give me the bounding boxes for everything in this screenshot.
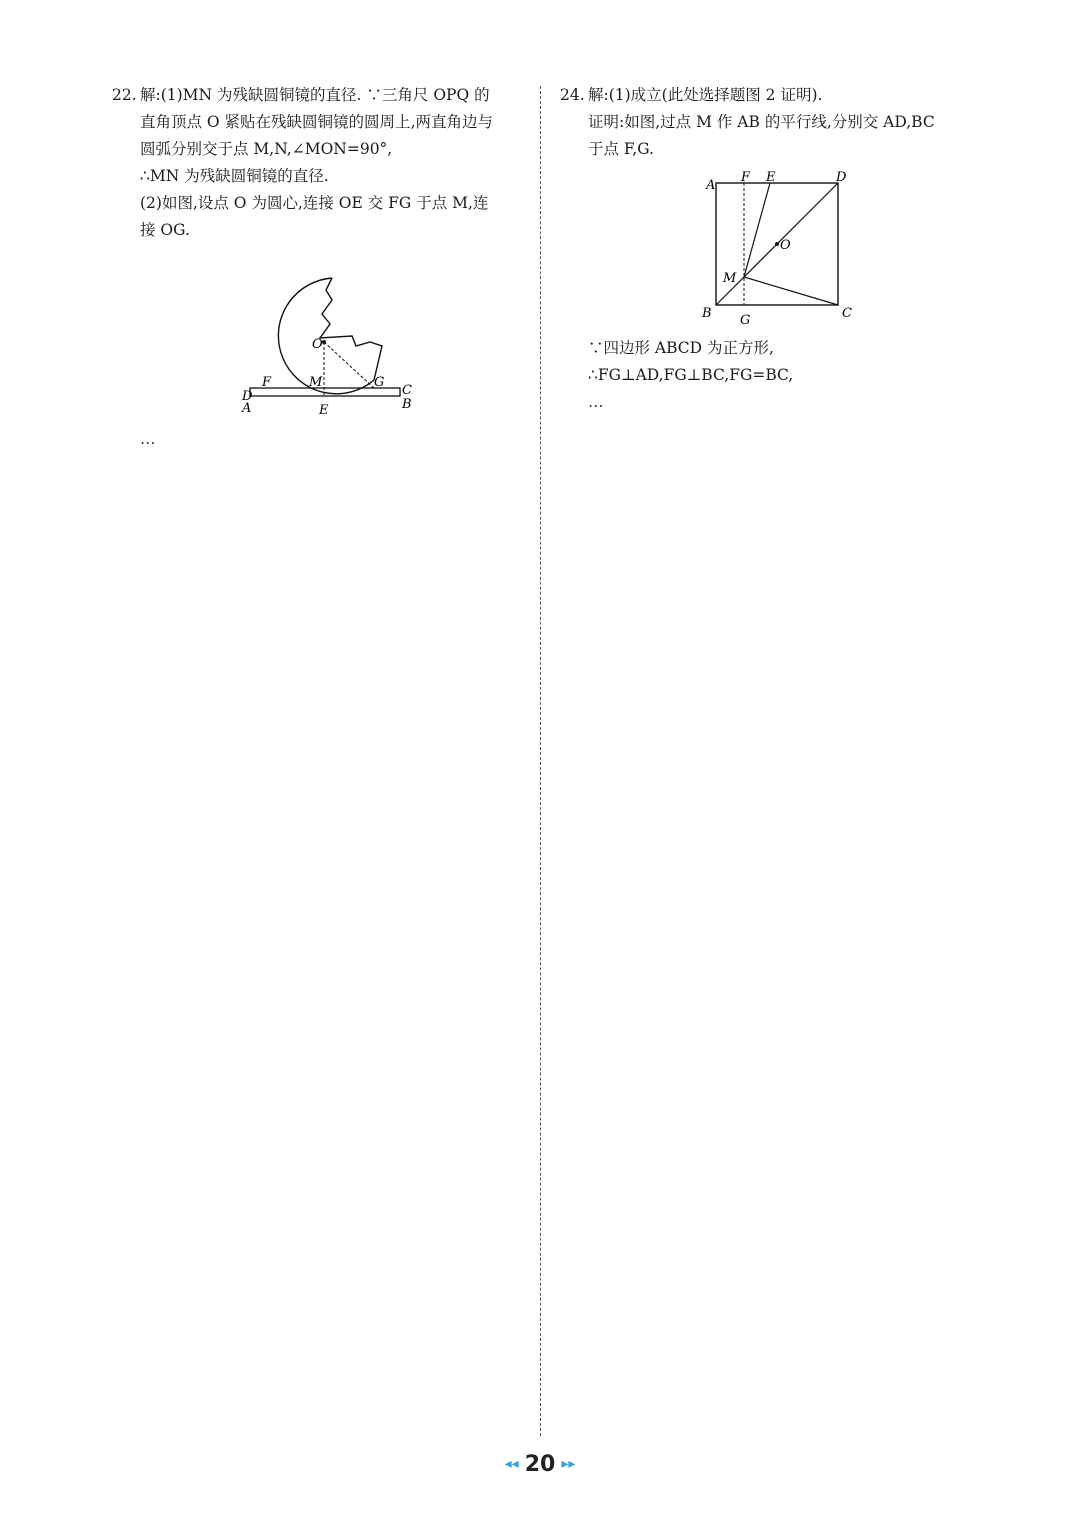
label-B: B <box>702 306 712 321</box>
q22-line-3: 圆弧分别交于点 M,N,∠MON=90°, <box>140 140 393 158</box>
q22-line-6: 接 OG. <box>140 221 190 239</box>
label-E: E <box>766 170 776 185</box>
label-E: E <box>319 403 329 418</box>
q24-line-2: 证明:如图,过点 M 作 AB 的平行线,分别交 AD,BC <box>588 113 935 131</box>
omitted-content: … <box>588 393 604 411</box>
label-F: F <box>262 375 272 390</box>
q22-line-4: ∴MN 为残缺圆铜镜的直径. <box>140 167 329 185</box>
page-footer <box>0 1452 1080 1477</box>
label-D: D <box>836 170 847 185</box>
label-A: A <box>242 401 252 416</box>
label-G: G <box>374 375 385 390</box>
label-D: D <box>242 389 253 404</box>
q24-line-3: 于点 F,G. <box>588 140 654 158</box>
next-arrows-icon: ▸▸ <box>561 1456 576 1472</box>
label-C: C <box>842 306 852 321</box>
label-C: C <box>402 383 412 398</box>
label-O: O <box>780 238 791 253</box>
label-B: B <box>402 397 412 412</box>
page-number: 20 <box>524 1452 556 1477</box>
left-column <box>112 82 522 453</box>
q24-line-5: ∴FG⊥AD,FG⊥BC,FG=BC, <box>588 366 794 384</box>
omitted-content: … <box>140 430 156 448</box>
label-A: A <box>706 178 716 193</box>
label-G: G <box>740 313 751 328</box>
prev-arrows-icon: ◂◂ <box>504 1456 519 1472</box>
question-number: 22. <box>112 86 137 104</box>
square-figure <box>560 169 960 329</box>
q22-line-5: (2)如图,设点 O 为圆心,连接 OE 交 FG 于点 M,连 <box>140 194 489 212</box>
label-M: M <box>723 271 737 286</box>
label-O: O <box>312 337 323 352</box>
label-M: M <box>309 375 323 390</box>
q22-line-1: 22. 解:(1)MN 为残缺圆铜镜的直径. ∵三角尺 OPQ 的 <box>112 82 522 109</box>
label-F: F <box>741 170 751 185</box>
column-divider <box>540 86 541 1436</box>
q24-line-4: ∵四边形 ABCD 为正方形, <box>588 339 774 357</box>
q22-line-2: 直角顶点 O 紧贴在残缺圆铜镜的圆周上,两直角边与 <box>140 113 493 131</box>
question-number: 24. <box>560 86 585 104</box>
broken-mirror-figure <box>112 250 512 420</box>
right-column <box>560 82 980 416</box>
q24-line-1: 24. 解:(1)成立(此处选择题图 2 证明). <box>560 82 980 109</box>
